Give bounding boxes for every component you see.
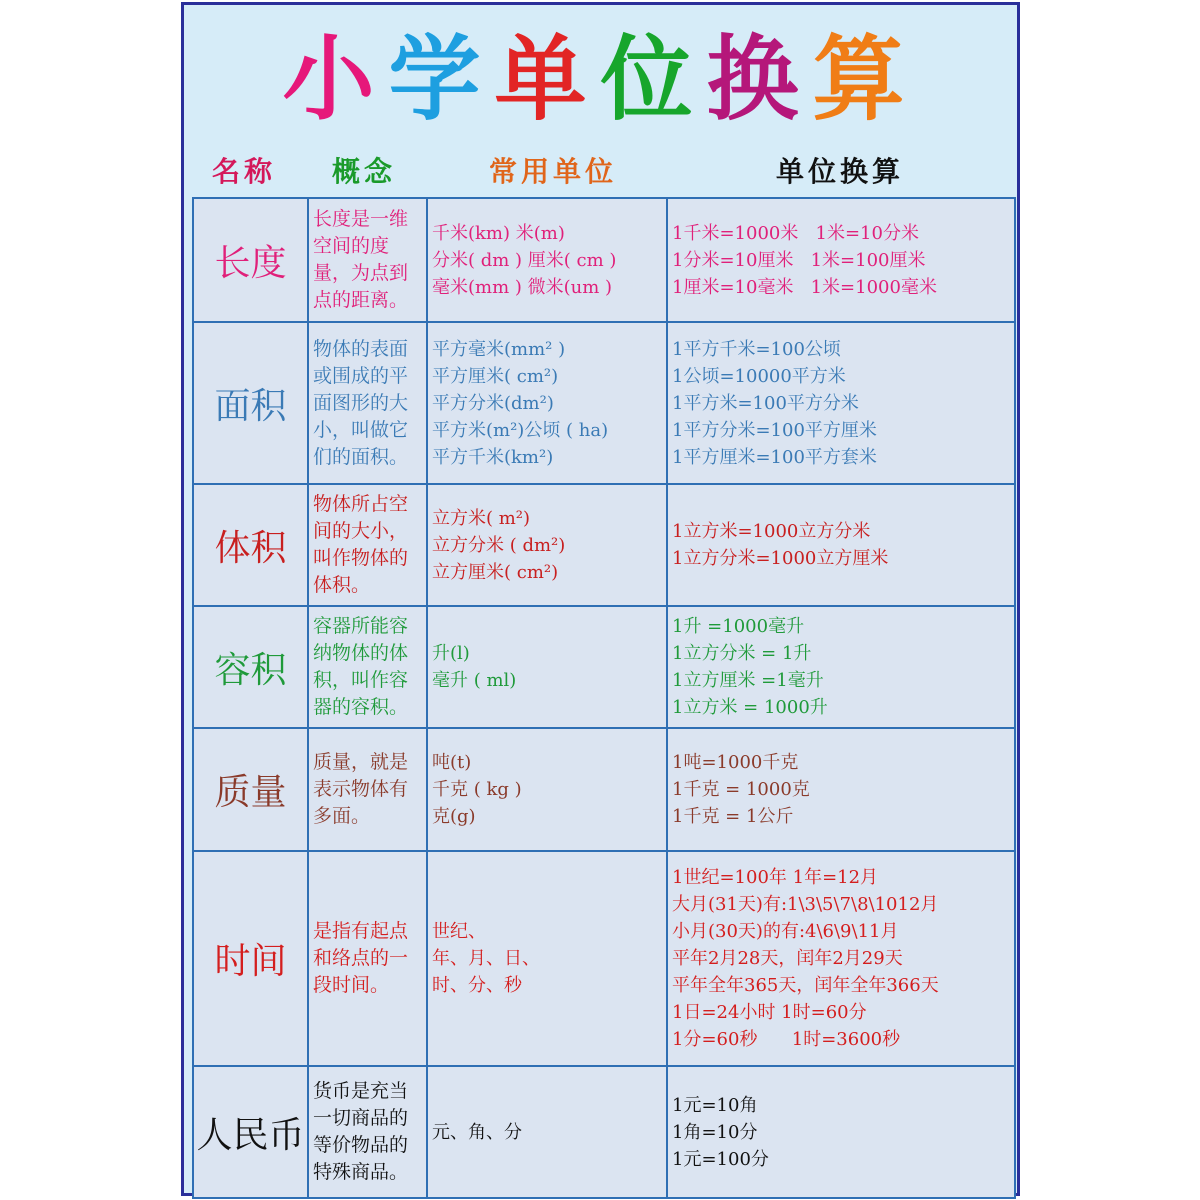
row-units-line: 吨(t) [432,752,472,773]
row-name: 质量 [193,728,308,851]
row-concept-line: 叫作物体的 [313,547,409,569]
header-concept: 概念 [332,155,397,188]
row-units-line: 毫米(mm ) 微米(um ) [432,276,613,298]
row-conversions-line: 1元=100分 [672,1148,769,1170]
row-conversions-line: 1公顷=10000平方米 [672,365,846,387]
row-concept [308,198,427,322]
row-concept-line: 多面。 [313,805,371,827]
row-units [427,1066,667,1198]
row-conversions-line: 平年2月28天，闰年2月29天 [672,948,903,969]
row-units-line: 毫升 ( ml) [432,670,517,691]
column-headers [184,150,1017,195]
row-units-line: 时、分、秒 [432,975,522,996]
row-units-line: 平方分米(dm²) [432,392,554,414]
row-units [427,484,667,606]
table-row [193,606,1015,728]
row-concept-line: 积，叫作容 [313,669,409,691]
table-row [193,484,1015,606]
row-conversions-line: 平年全年365天，闰年全年366天 [672,975,939,996]
row-conversions-line: 1平方千米=100公顷 [672,338,841,360]
row-conversions-line: 1立方厘米 =1毫升 [672,670,824,691]
row-conversions-line: 1平方分米=100平方厘米 [672,419,877,441]
row-conversions-line: 1升 =1000毫升 [672,616,805,637]
row-conversions-line: 小月(30天)的有:4\6\9\11月 [672,921,899,942]
row-units [427,198,667,322]
row-concept-line: 是指有起点 [313,920,409,942]
row-concept-line: 或围成的平 [313,364,409,387]
row-units-line: 分米( dm ) 厘米( cm ) [432,249,617,271]
poster-title [184,25,1017,135]
row-units [427,322,667,484]
row-conversions-line: 1立方米 = 1000升 [672,697,828,718]
row-conversions-line: 1厘米=10毫米 1米=1000毫米 [672,276,937,298]
row-concept [308,484,427,606]
row-units [427,851,667,1066]
row-concept-line: 质量，就是 [313,751,409,773]
row-concept [308,851,427,1066]
header-common-units: 常用单位 [489,155,618,188]
row-conversions-line: 1元=10角 [672,1094,758,1116]
row-concept [308,322,427,484]
row-concept-line: 面图形的大 [313,391,409,414]
row-name: 面积 [193,322,308,484]
row-conversions-line: 1千米=1000米 1米=10分米 [672,222,919,244]
row-units-line: 升(l) [432,643,470,664]
row-concept [308,728,427,851]
title-char: 单 [494,26,601,133]
row-conversions [667,1066,1015,1198]
row-name: 容积 [193,606,308,728]
row-concept-line: 长度是一维 [313,208,409,230]
row-concept [308,1066,427,1198]
row-conversions [667,728,1015,851]
row-units [427,606,667,728]
row-conversions-line: 1分=60秒 1时=3600秒 [672,1029,901,1050]
poster [181,2,1020,1196]
row-conversions [667,198,1015,322]
row-concept-line: 体积。 [313,574,371,596]
row-concept-line: 一切商品的 [313,1107,409,1129]
row-units-line: 千克 ( kg ) [432,779,522,800]
row-concept-line: 器的容积。 [313,696,409,718]
row-concept-line: 们的面积。 [313,445,409,468]
table-row [193,728,1015,851]
title-char: 算 [812,26,919,133]
row-concept-line: 量，为点到 [313,262,409,284]
row-name: 时间 [193,851,308,1066]
row-name: 体积 [193,484,308,606]
row-conversions [667,322,1015,484]
table-row [193,198,1015,322]
row-conversions-line: 1千克 = 1000克 [672,779,810,800]
row-conversions-line: 1角=10分 [672,1121,758,1143]
row-concept-line: 段时间。 [313,974,390,996]
row-units-line: 立方厘米( cm²) [432,561,559,583]
row-conversions-line: 1千克 = 1公斤 [672,806,794,827]
title-char: 小 [282,26,389,133]
row-units-line: 立方米( m²) [432,507,531,529]
row-concept-line: 物体的表面 [313,337,409,360]
row-concept-line: 纳物体的体 [313,642,409,664]
row-units-line: 平方千米(km²) [432,446,554,468]
row-concept-line: 表示物体有 [313,778,409,800]
title-char: 位 [600,26,707,133]
row-concept-line: 物体所占空 [313,493,409,515]
row-units-line: 立方分米 ( dm²) [432,534,566,556]
title-char: 学 [388,26,495,133]
row-units-line: 年、月、日、 [432,948,540,969]
table-row [193,851,1015,1066]
table-row [193,322,1015,484]
row-conversions-line: 大月(31天)有:1\3\5\7\8\1012月 [672,894,939,915]
row-concept-line: 等价物品的 [313,1134,409,1156]
row-units-line: 克(g) [432,806,476,827]
unit-table [192,197,1016,1199]
row-concept-line: 容器所能容 [313,615,409,637]
row-units [427,728,667,851]
row-conversions [667,851,1015,1066]
title-char: 换 [706,26,813,133]
row-conversions-line: 1平方米=100平方分米 [672,392,859,414]
row-concept-line: 和络点的一 [313,947,409,969]
row-conversions-line: 1立方米=1000立方分米 [672,521,871,542]
row-units-line: 平方毫米(mm² ) [432,338,566,360]
row-name: 长度 [193,198,308,322]
row-concept-line: 特殊商品。 [313,1161,409,1183]
row-conversions [667,606,1015,728]
row-conversions-line: 1分米=10厘米 1米=100厘米 [672,249,926,271]
row-units-line: 平方米(m²)公顷 ( ha) [432,419,609,441]
row-units-line: 千米(km) 米(m) [432,222,565,244]
row-units-line: 元、角、分 [432,1121,522,1143]
row-concept-line: 点的距离。 [313,289,409,311]
row-concept-line: 空间的度 [313,235,390,257]
row-name: 人民币 [193,1066,308,1198]
row-concept-line: 货币是充当 [313,1080,409,1102]
row-units-line: 平方厘米( cm²) [432,365,559,387]
row-concept-line: 小，叫做它 [313,418,409,441]
row-concept [308,606,427,728]
row-conversions [667,484,1015,606]
header-conversion: 单位换算 [776,155,905,188]
row-conversions-line: 1立方分米 = 1升 [672,643,812,664]
row-conversions-line: 1吨=1000千克 [672,752,799,773]
row-concept-line: 间的大小， [313,520,409,542]
table-row [193,1066,1015,1198]
row-conversions-line: 1立方分米=1000立方厘米 [672,548,889,569]
row-conversions-line: 1日=24小时 1时=60分 [672,1002,867,1023]
row-units-line: 世纪、 [432,921,486,942]
header-name: 名称 [212,155,277,188]
row-conversions-line: 1世纪=100年 1年=12月 [672,867,879,888]
row-conversions-line: 1平方厘米=100平方套米 [672,446,877,468]
